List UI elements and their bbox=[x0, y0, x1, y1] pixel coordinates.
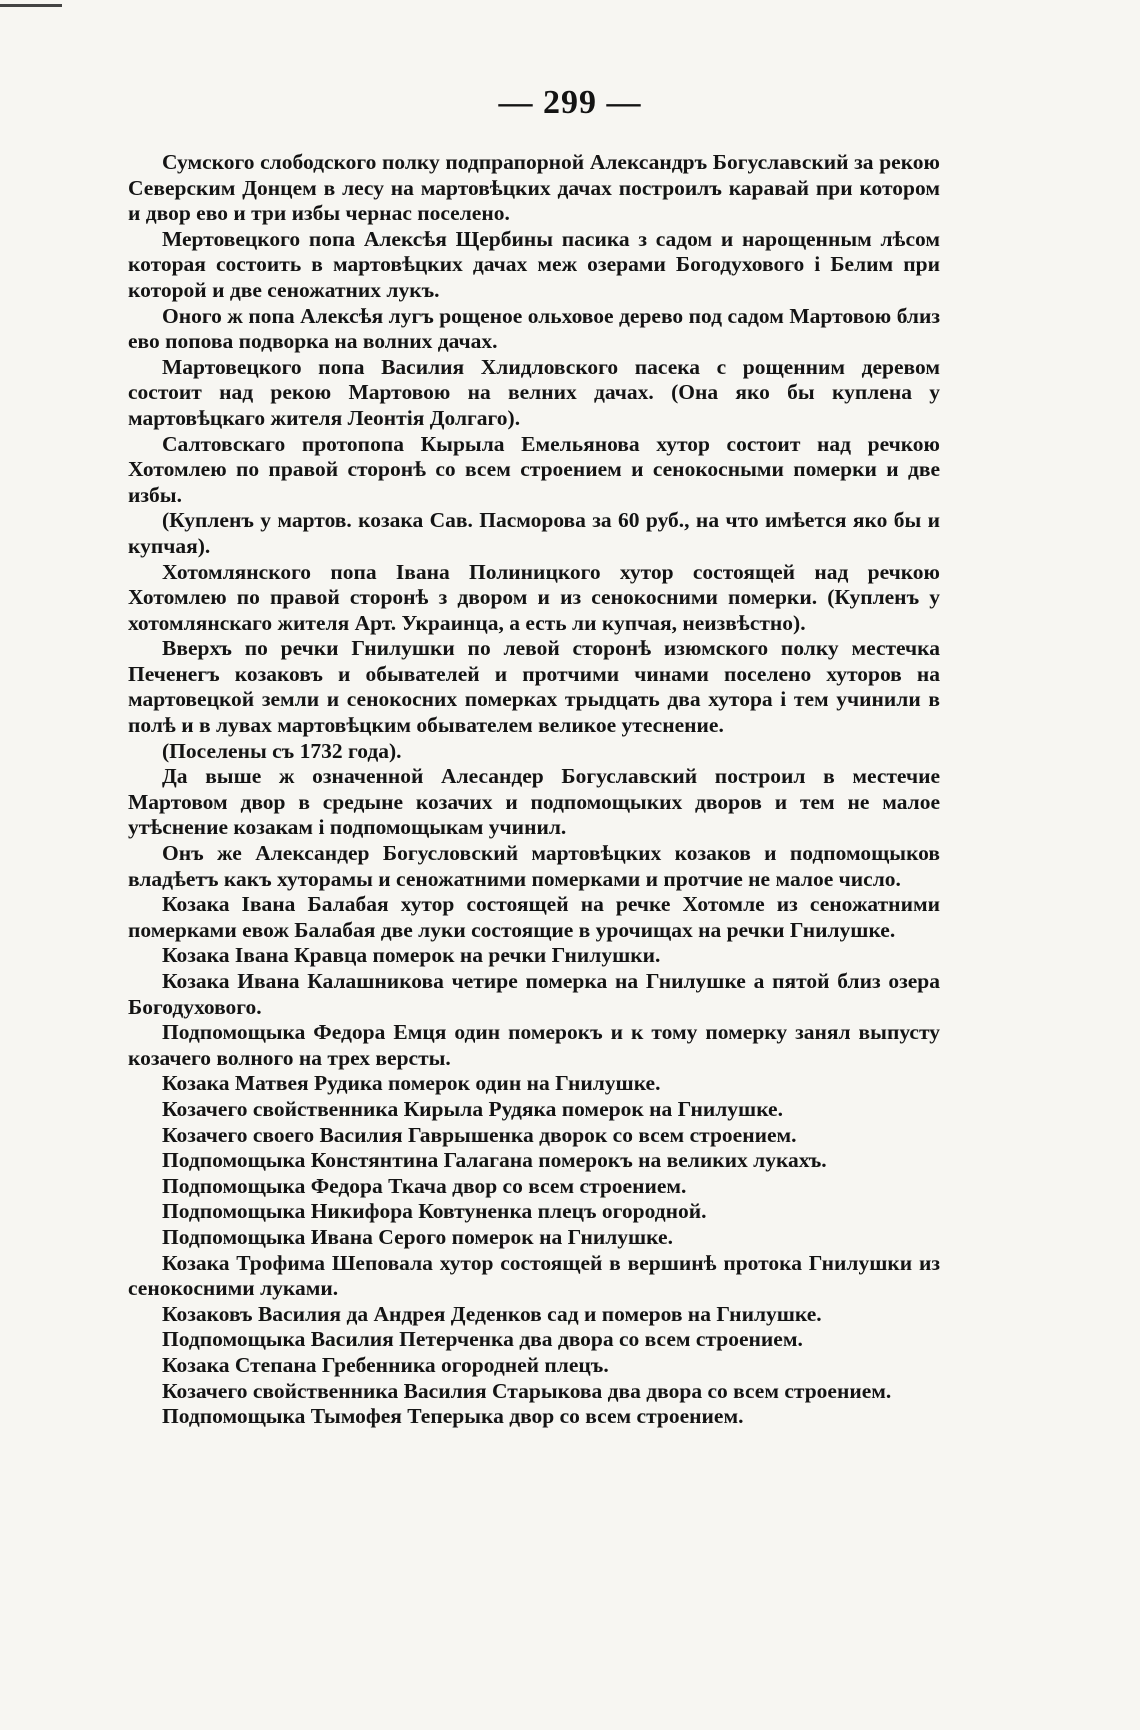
paragraph: Козачего своего Василия Гаврышенка дворок со всем строением. bbox=[162, 1122, 797, 1147]
paragraph: Подпомощыка Василия Петерченка два двора со всем строением. bbox=[162, 1327, 803, 1352]
paragraph: Подпомощыка Федора Ткача двор со всем строением. bbox=[162, 1173, 687, 1198]
paragraph: Козачего свойственника Василия Старыкова два двора со всем строением. bbox=[162, 1378, 892, 1403]
paragraph: Да выше ж означенной Алесандер Богуславский построил в местечие Мартовом двор в средыне козачих и подпомощыких дворов и тем не малое утѣснение козакам і подпомощыкам учинил. bbox=[128, 764, 940, 840]
paragraph: Козака Івана Кравца померок на речки Гнилушки. bbox=[162, 943, 661, 968]
scan-edge-line bbox=[0, 4, 62, 7]
paragraph: Подпомощыка Ивана Серого померок на Гнилушке. bbox=[162, 1224, 673, 1249]
paragraph: Оного ж попа Алексѣя лугъ рощеное ольховое дерево под садом Мартовою близ ево попова подворка на волних дачах. bbox=[128, 303, 940, 354]
paragraph: (Купленъ у мартов. козака Сав. Пасморова за 60 руб., на что имѣется яко бы и купчая). bbox=[128, 508, 940, 558]
paragraph: Вверхъ по речки Гнилушки по левой сторонѣ изюмского полку местечка Печенегъ козаковъ и обывателей и протчими чинами поселено хуторов на мартовецкой земли и сенокосних померках трыдцать два хутора і тем учинили в полѣ и в лувах мартовѣцким обывателем великое утеснение. bbox=[128, 636, 940, 738]
paragraph: Козака Івана Балабая хутор состоящей на речке Хотомле из сеножатними померками евож Балабая две луки состоящие в урочищах на речки Гнилушке. bbox=[128, 892, 940, 942]
paragraph: Онъ же Александер Богусловский мартовѣцких козаков и подпомощыков владѣетъ какъ хуторамы и сеножатними померками и протчие не малое число. bbox=[128, 841, 940, 891]
paragraph: Мертовецкого попа Алексѣя Щербины пасика з садом и нарощенным лѣсом которая состоить в мартовѣцких дачах меж озерами Богодухового і Белим при которой и две сеножатних лукъ. bbox=[128, 226, 940, 302]
paragraph: Подпомощыка Тымофея Теперыка двор со всем строением. bbox=[162, 1404, 744, 1429]
paragraph: Козачего свойственника Кирыла Рудяка померок на Гнилушке. bbox=[162, 1096, 783, 1121]
paragraph: Салтовскаго протопопа Кырыла Емельянова хутор состоит над речкою Хотомлею по правой сторонѣ со всем строением и сенокосными померки и две избы. bbox=[128, 431, 940, 507]
page-number: — 299 — bbox=[498, 84, 642, 121]
paragraph: Козака Трофима Шеповала хутор состоящей в вершинѣ протока Гнилушки из сенокосними луками. bbox=[128, 1250, 940, 1301]
paragraph: Подпомощыка Констянтина Галагана померокъ на великих лукахъ. bbox=[162, 1148, 827, 1173]
paragraph: Козака Ивана Калашникова четире померка на Гнилушке а пятой близ озера Богодухового. bbox=[128, 969, 940, 1019]
paragraph: Сумского слободского полку подпрапорной Александръ Богуславский за рекою Северским Донцем в лесу на мартовѣцких дачах построилъ каравай при котором и двор ево и три избы чернас поселено. bbox=[128, 150, 940, 226]
paragraph: Подпомощыка Федора Емця один померокъ и к тому померку занял выпусту козачего волного на трех версты. bbox=[128, 1020, 940, 1070]
paragraph: Козаковъ Василия да Андрея Деденков сад и померов на Гнилушке. bbox=[162, 1301, 822, 1326]
document-body bbox=[128, 150, 940, 1430]
paragraph: (Поселены съ 1732 года). bbox=[162, 738, 402, 763]
paragraph: Козака Матвея Рудика померок один на Гнилушке. bbox=[162, 1071, 661, 1096]
paragraph: Хотомлянского попа Івана Полиницкого хутор состоящей над речкою Хотомлею по правой сторонѣ з двором и из сенокосними померки. (Купленъ у хотомлянскаго жителя Арт. Украинца, а есть ли купчая, неизвѣстно). bbox=[128, 559, 940, 635]
paragraph: Подпомощыка Никифора Ковтуненка плецъ огородной. bbox=[162, 1199, 707, 1224]
paragraph: Козака Степана Гребенника огородней плецъ. bbox=[162, 1352, 609, 1377]
paragraph: Мартовецкого попа Василия Хлидловского пасека с рощенним деревом состоит над рекою Мартовою на велних дачах. (Она яко бы куплена у мартовѣцкаго жителя Леонтія Долгаго). bbox=[128, 354, 940, 430]
